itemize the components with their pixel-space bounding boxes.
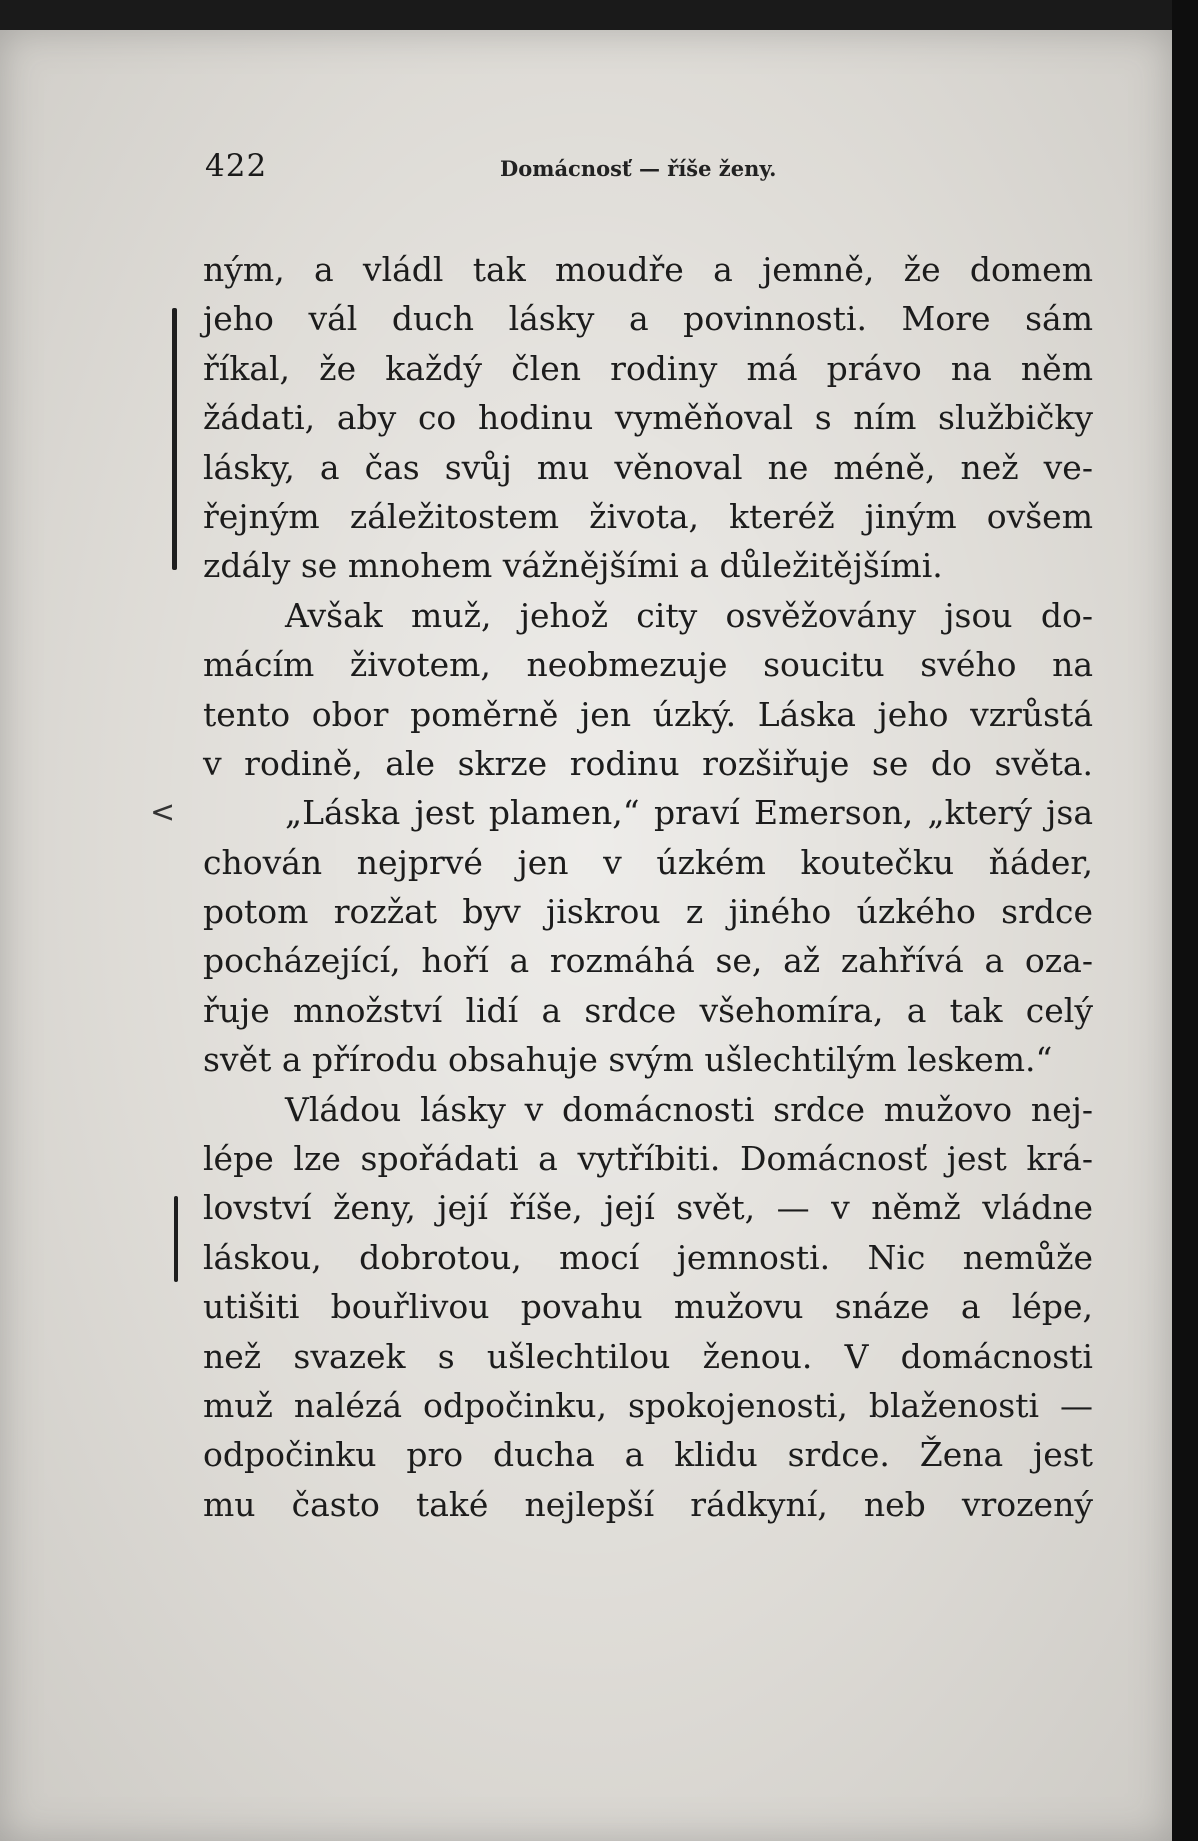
body-text bbox=[203, 245, 1093, 1529]
text-line: mu často také nejlepší rádkyní, neb vrozený bbox=[203, 1484, 1093, 1524]
running-head: Domácnosť — říše ženy. bbox=[500, 156, 777, 181]
text-line: lásky, a čas svůj mu věnoval ne méně, než ve- bbox=[203, 447, 1093, 487]
text-line: muž nalézá odpočinku, spokojenosti, blaženosti — bbox=[203, 1385, 1093, 1425]
text-line: pocházející, hoří a rozmáhá se, až zahřívá a oza- bbox=[203, 941, 1093, 981]
text-line: Avšak muž, jehož city osvěžovány jsou do- bbox=[285, 595, 1093, 635]
margin-mark-line bbox=[172, 308, 177, 570]
text-line: Vládou lásky v domácnosti srdce mužovo nej- bbox=[285, 1089, 1093, 1129]
margin-hook-mark: < bbox=[150, 795, 176, 830]
text-line: potom rozžat byv jiskrou z jiného úzkého srdce bbox=[203, 892, 1093, 932]
text-line: lépe lze spořádati a vytříbiti. Domácnosť jest krá- bbox=[203, 1139, 1093, 1179]
text-line: jeho vál duch lásky a povinnosti. More sám bbox=[203, 299, 1093, 339]
text-line: říkal, že každý člen rodiny má právo na něm bbox=[203, 348, 1093, 388]
text-line: „Láska jest plamen,“ praví Emerson, „který jsa bbox=[285, 793, 1093, 833]
text-line: láskou, dobrotou, mocí jemnosti. Nic nemůže bbox=[203, 1237, 1093, 1277]
text-line: chován nejprvé jen v úzkém koutečku ňáder, bbox=[203, 842, 1093, 882]
text-line: mácím životem, neobmezuje soucitu svého na bbox=[203, 645, 1093, 685]
scan-border bbox=[1172, 0, 1198, 1841]
text-line: utišiti bouřlivou povahu mužovu snáze a lépe, bbox=[203, 1287, 1093, 1327]
text-line: ným, a vládl tak moudře a jemně, že domem bbox=[203, 250, 1093, 289]
page-header bbox=[205, 148, 1105, 192]
text-line: řejným záležitostem života, kteréž jiným ovšem bbox=[203, 496, 1093, 536]
text-line: lovství ženy, její říše, její svět, — v němž vládne bbox=[203, 1188, 1093, 1228]
text-line: svět a přírodu obsahuje svým ušlechtilým leskem.“ bbox=[203, 1040, 1053, 1080]
text-line: žádati, aby co hodinu vyměňoval s ním službičky bbox=[203, 398, 1093, 438]
text-line: v rodině, ale skrze rodinu rozšiřuje se do světa. bbox=[203, 743, 1093, 783]
text-line: odpočinku pro ducha a klidu srdce. Žena jest bbox=[203, 1435, 1093, 1475]
page-number: 422 bbox=[205, 148, 268, 184]
text-line: než svazek s ušlechtilou ženou. V domácnosti bbox=[203, 1336, 1093, 1376]
text-line: řuje množství lidí a srdce všehomíra, a tak celý bbox=[203, 990, 1093, 1030]
margin-mark-line bbox=[174, 1196, 178, 1282]
text-line: zdály se mnohem vážnějšími a důležitějšími. bbox=[203, 546, 943, 586]
text-line: tento obor poměrně jen úzký. Láska jeho vzrůstá bbox=[203, 694, 1093, 734]
